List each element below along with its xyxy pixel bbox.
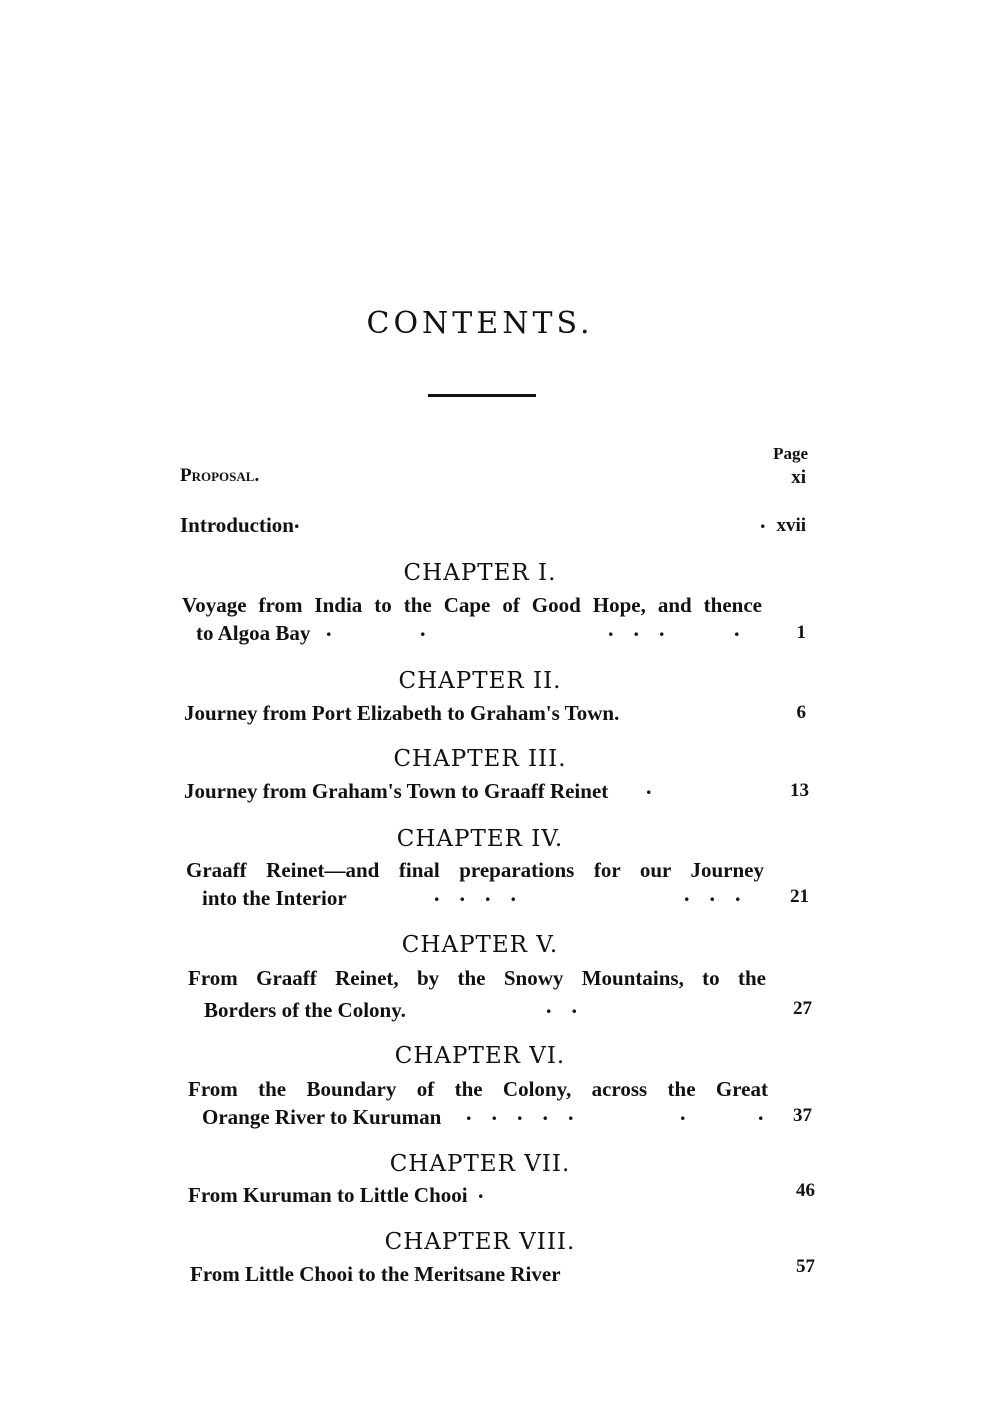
leader-dots: ..... (466, 1100, 594, 1125)
leader-dots: . (478, 1178, 504, 1203)
leader-dots: . (294, 508, 320, 533)
toc-entry-line: to Algoa Bay (196, 621, 311, 645)
chapter-heading-1: CHAPTER I. (403, 560, 557, 586)
leader-dots: ... (608, 616, 685, 641)
leader-dots: . (734, 616, 760, 641)
toc-page-chapter-8: 57 (796, 1256, 815, 1277)
toc-entry-line: From the Boundary of the Colony, across the Great (188, 1077, 768, 1101)
leader-dots: . (680, 1100, 706, 1125)
toc-page-chapter-5: 27 (793, 998, 812, 1019)
chapter-heading-3: CHAPTER III. (393, 746, 567, 772)
toc-entry-line: Orange River to Kuruman (202, 1105, 442, 1129)
leader-dots: . (758, 1100, 784, 1125)
chapter-heading-2: CHAPTER II. (398, 668, 562, 694)
title-rule (428, 394, 536, 397)
leader-dots: . (420, 616, 446, 641)
toc-page-chapter-1: 1 (796, 622, 806, 643)
leader-dots: . (760, 508, 786, 533)
toc-page-introduction: xvii (776, 515, 806, 536)
toc-entry-line: From Kuruman to Little Chooi (188, 1183, 468, 1207)
chapter-heading-4: CHAPTER IV. (396, 826, 564, 852)
toc-page-chapter-7: 46 (796, 1180, 815, 1201)
toc-page-chapter-6: 37 (793, 1105, 812, 1126)
chapter-heading-6: CHAPTER VI. (394, 1043, 566, 1069)
toc-entry-line: Graaff Reinet—and final preparations for our Journey (186, 858, 764, 882)
toc-entry-line: into the Interior (202, 886, 347, 910)
toc-entry-line: Journey from Graham's Town to Graaff Reinet (184, 779, 609, 803)
toc-entry-line: From Little Chooi to the Meritsane River (190, 1262, 561, 1286)
toc-entry-line: From Graaff Reinet, by the Snowy Mountains, to the (188, 966, 766, 990)
leader-dots: . (326, 616, 352, 641)
chapter-heading-5: CHAPTER V. (401, 932, 559, 958)
toc-entry-line: Voyage from India to the Cape of Good Hope, and thence (182, 593, 762, 617)
leader-dots: ... (684, 881, 761, 906)
leader-dots: . (646, 774, 672, 799)
leader-dots: .. (546, 993, 597, 1018)
toc-page-proposal: xi (791, 467, 806, 488)
toc-entry-proposal: Proposal. (180, 465, 260, 486)
chapter-heading-8: CHAPTER VIII. (384, 1229, 576, 1255)
chapter-heading-7: CHAPTER VII. (389, 1151, 571, 1177)
toc-page-chapter-4: 21 (790, 886, 809, 907)
page-title: CONTENTS. (366, 306, 594, 341)
toc-page-chapter-3: 13 (790, 780, 809, 801)
toc-entry-introduction: Introduction (180, 513, 294, 537)
toc-entry-line: Borders of the Colony. (204, 998, 406, 1022)
toc-page-chapter-2: 6 (796, 702, 806, 723)
page-column-label: Page (773, 444, 808, 463)
toc-entry-line: Journey from Port Elizabeth to Graham's Town. (184, 701, 620, 725)
leader-dots: .... (434, 881, 536, 906)
